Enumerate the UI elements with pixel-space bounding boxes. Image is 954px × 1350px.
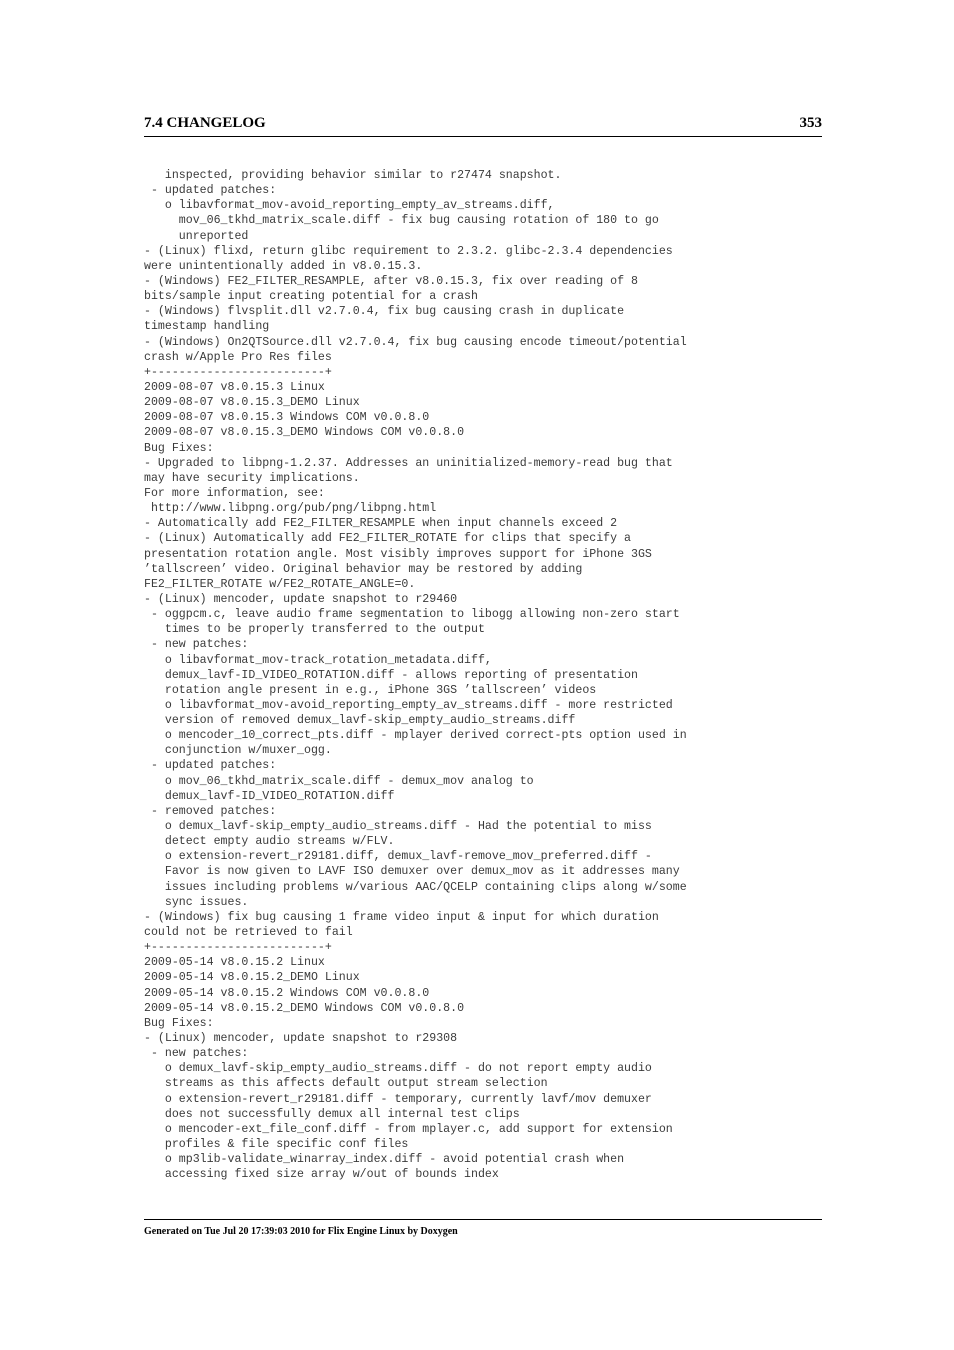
section-title: 7.4 CHANGELOG xyxy=(144,115,266,131)
changelog-line: - updated patches: xyxy=(144,759,277,773)
page-header xyxy=(144,114,822,137)
changelog-line: 2009-08-07 v8.0.15.3_DEMO Windows COM v0.0.8.0 xyxy=(144,426,465,440)
changelog-line: o libavformat_mov-avoid_reporting_empty_av_streams.diff, xyxy=(144,199,555,213)
changelog-line: - (Windows) flvsplit.dll v2.7.0.4, fix bug causing crash in duplicate xyxy=(144,305,625,319)
changelog-line: - (Windows) FE2_FILTER_RESAMPLE, after v8.0.15.3, fix over reading of 8 xyxy=(144,274,638,288)
changelog-line: bits/sample input creating potential for a crash xyxy=(144,290,478,304)
changelog-line: - updated patches: xyxy=(144,184,277,198)
changelog-line: does not successfully demux all internal test clips xyxy=(144,1107,520,1121)
changelog-line: Favor is now given to LAVF ISO demuxer over demux_mov as it addresses many xyxy=(144,865,680,879)
changelog-line: may have security implications. xyxy=(144,471,360,485)
changelog-line: +-------------------------+ xyxy=(144,941,332,955)
page-footer xyxy=(144,1219,822,1238)
changelog-line: presentation rotation angle. Most visibly improves support for iPhone 3GS xyxy=(144,547,652,561)
changelog-line: sync issues. xyxy=(144,895,249,909)
changelog-line: - oggpcm.c, leave audio frame segmentation to libogg allowing non-zero start xyxy=(144,608,680,622)
page-number: 353 xyxy=(799,115,822,131)
changelog-line: crash w/Apple Pro Res files xyxy=(144,350,332,364)
changelog-line: +-------------------------+ xyxy=(144,365,332,379)
changelog-line: conjunction w/muxer_ogg. xyxy=(144,744,332,758)
changelog-line: - (Windows) fix bug causing 1 frame video input & input for which duration xyxy=(144,910,659,924)
changelog-line: - Automatically add FE2_FILTER_RESAMPLE when input channels exceed 2 xyxy=(144,517,618,531)
changelog-line: - new patches: xyxy=(144,1047,249,1061)
changelog-line: accessing fixed size array w/out of bounds index xyxy=(144,1168,499,1182)
changelog-line: mov_06_tkhd_matrix_scale.diff - fix bug causing rotation of 180 to go xyxy=(144,214,659,228)
changelog-line: unreported xyxy=(144,229,249,243)
changelog-line: were unintentionally added in v8.0.15.3. xyxy=(144,259,423,273)
changelog-line: streams as this affects default output stream selection xyxy=(144,1077,548,1091)
changelog-line: o mp3lib-validate_winarray_index.diff - avoid potential crash when xyxy=(144,1153,625,1167)
changelog-line: 2009-05-14 v8.0.15.2 Windows COM v0.0.8.0 xyxy=(144,986,430,1000)
changelog-line: demux_lavf-ID_VIDEO_ROTATION.diff - allows reporting of presentation xyxy=(144,668,638,682)
changelog-line: inspected, providing behavior similar to r27474 snapshot. xyxy=(144,169,562,182)
changelog-line: o demux_lavf-skip_empty_audio_streams.diff - do not report empty audio xyxy=(144,1062,652,1076)
changelog-line: - (Windows) On2QTSource.dll v2.7.0.4, fix bug causing encode timeout/potential xyxy=(144,335,687,349)
changelog-line: profiles & file specific conf files xyxy=(144,1138,409,1151)
changelog-line: times to be properly transferred to the output xyxy=(144,623,485,637)
changelog-line: 2009-05-14 v8.0.15.2_DEMO Linux xyxy=(144,971,360,985)
changelog-line: - Upgraded to libpng-1.2.37. Addresses an uninitialized-memory-read bug that xyxy=(144,456,673,470)
changelog-line: o extension-revert_r29181.diff - temporary, currently lavf/mov demuxer xyxy=(144,1092,652,1106)
changelog-line: detect empty audio streams w/FLV. xyxy=(144,835,395,849)
changelog-line: o mencoder-ext_file_conf.diff - from mplayer.c, add support for extension xyxy=(144,1122,673,1136)
changelog-line: - removed patches: xyxy=(144,804,277,818)
changelog-line: - (Linux) mencoder, update snapshot to r29460 xyxy=(144,592,458,606)
changelog-line: 2009-08-07 v8.0.15.3 Windows COM v0.0.8.0 xyxy=(144,411,430,425)
changelog-line: - (Linux) mencoder, update snapshot to r29308 xyxy=(144,1032,458,1046)
changelog-line: o mencoder_10_correct_pts.diff - mplayer derived correct-pts option used in xyxy=(144,729,687,743)
changelog-line: - (Linux) flixd, return glibc requirement to 2.3.2. glibc-2.3.4 dependencies xyxy=(144,244,673,258)
changelog-line: 2009-08-07 v8.0.15.3_DEMO Linux xyxy=(144,396,360,410)
changelog-line: Bug Fixes: xyxy=(144,1016,214,1030)
changelog-line: timestamp handling xyxy=(144,320,270,334)
changelog-line: http://www.libpng.org/pub/png/libpng.html xyxy=(144,502,437,516)
changelog-line: - (Linux) Automatically add FE2_FILTER_ROTATE for clips that specify a xyxy=(144,532,632,546)
changelog-line: demux_lavf-ID_VIDEO_ROTATION.diff xyxy=(144,789,395,803)
changelog-line: issues including problems w/various AAC/QCELP containing clips along w/some xyxy=(144,880,687,894)
changelog-line: 2009-08-07 v8.0.15.3 Linux xyxy=(144,380,325,394)
changelog-line: For more information, see: xyxy=(144,486,325,500)
footer-generated-text: Generated on Tue Jul 20 17:39:03 2010 for Flix Engine Linux by Doxygen xyxy=(144,1226,458,1237)
changelog-line: ’tallscreen’ video. Original behavior may be restored by adding xyxy=(144,562,583,576)
changelog-line: Bug Fixes: xyxy=(144,441,214,455)
changelog-line: version of removed demux_lavf-skip_empty_audio_streams.diff xyxy=(144,714,576,728)
changelog-body xyxy=(144,168,822,1182)
changelog-line: - new patches: xyxy=(144,638,249,652)
changelog-line: o libavformat_mov-track_rotation_metadata.diff, xyxy=(144,653,492,667)
changelog-line: FE2_FILTER_ROTATE w/FE2_ROTATE_ANGLE=0. xyxy=(144,577,416,591)
changelog-line: could not be retrieved to fail xyxy=(144,926,353,940)
changelog-line: 2009-05-14 v8.0.15.2 Linux xyxy=(144,956,325,970)
changelog-line: rotation angle present in e.g., iPhone 3GS ’tallscreen’ videos xyxy=(144,683,597,697)
changelog-line: 2009-05-14 v8.0.15.2_DEMO Windows COM v0.0.8.0 xyxy=(144,1001,465,1015)
changelog-line: o libavformat_mov-avoid_reporting_empty_av_streams.diff - more restricted xyxy=(144,698,673,712)
changelog-line: o extension-revert_r29181.diff, demux_lavf-remove_mov_preferred.diff - xyxy=(144,850,652,864)
changelog-line: o mov_06_tkhd_matrix_scale.diff - demux_mov analog to xyxy=(144,774,534,788)
changelog-line: o demux_lavf-skip_empty_audio_streams.diff - Had the potential to miss xyxy=(144,820,652,834)
